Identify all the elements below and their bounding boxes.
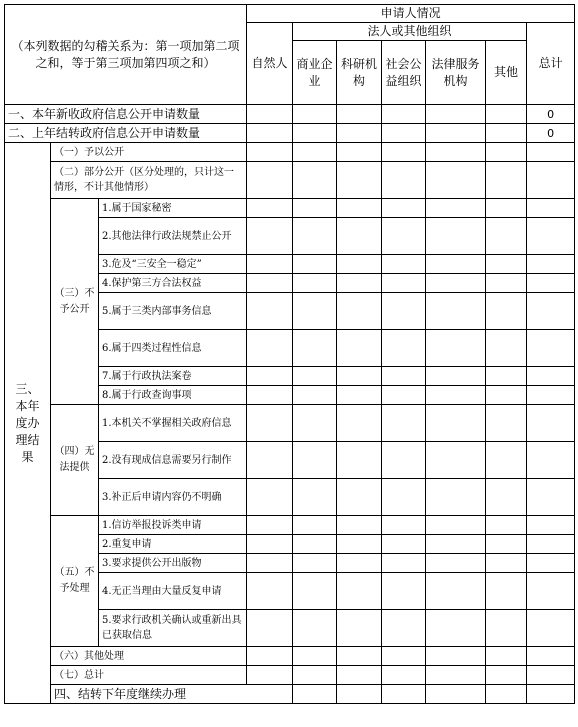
value-cell: [486, 554, 527, 573]
value-cell: [527, 554, 575, 573]
value-cell: [293, 573, 337, 610]
not-public-item: 7.属于行政执法案卷: [99, 367, 247, 386]
value-cell: [426, 535, 486, 554]
header-applicant: 申请人情况: [247, 5, 575, 23]
header-legal-service: 法律服务机构: [426, 41, 486, 105]
header-social-welfare: 社会公益组织: [382, 41, 426, 105]
value-cell: [337, 367, 382, 386]
value-cell: [382, 255, 426, 274]
unable-item: 1.本机关不掌握相关政府信息: [99, 405, 247, 442]
value-cell: [382, 647, 426, 666]
value-cell: [382, 367, 426, 386]
row-carried-over-total: 0: [527, 124, 575, 143]
value-cell: [426, 199, 486, 218]
value-cell: [247, 162, 293, 199]
value-cell: [337, 105, 382, 124]
value-cell: [337, 330, 382, 367]
value-cell: [247, 105, 293, 124]
value-cell: [486, 255, 527, 274]
value-cell: [382, 218, 426, 255]
value-cell: [486, 124, 527, 143]
value-cell: [337, 218, 382, 255]
row-public-label: （一）予以公开: [51, 143, 247, 162]
value-cell: [247, 405, 293, 442]
value-cell: [337, 535, 382, 554]
header-natural-person: 自然人: [247, 23, 293, 105]
value-cell: [426, 554, 486, 573]
row-not-public-label: （三）不予公开: [51, 199, 99, 405]
value-cell: [293, 255, 337, 274]
value-cell: [293, 442, 337, 479]
value-cell: [527, 218, 575, 255]
not-handled-item: 3.要求提供公开出版物: [99, 554, 247, 573]
value-cell: [426, 685, 486, 704]
value-cell: [247, 367, 293, 386]
value-cell: [247, 554, 293, 573]
value-cell: [527, 666, 575, 685]
value-cell: [527, 405, 575, 442]
value-cell: [527, 143, 575, 162]
value-cell: [486, 162, 527, 199]
value-cell: [337, 647, 382, 666]
value-cell: [293, 479, 337, 516]
value-cell: [293, 685, 337, 704]
value-cell: [337, 479, 382, 516]
value-cell: [247, 386, 293, 405]
value-cell: [486, 218, 527, 255]
value-cell: [247, 293, 293, 330]
not-public-item: 4.保护第三方合法权益: [99, 274, 247, 293]
row-subtotal-label: （七）总计: [51, 666, 247, 685]
value-cell: [527, 516, 575, 535]
row-new-requests-label: 一、本年新收政府信息公开申请数量: [5, 105, 247, 124]
value-cell: [293, 330, 337, 367]
value-cell: [426, 610, 486, 647]
not-handled-item: 2.重复申请: [99, 535, 247, 554]
value-cell: [527, 573, 575, 610]
value-cell: [293, 666, 337, 685]
unable-item: 2.没有现成信息需要另行制作: [99, 442, 247, 479]
not-handled-item: 1.信访举报投诉类申请: [99, 516, 247, 535]
value-cell: [337, 386, 382, 405]
value-cell: [293, 105, 337, 124]
value-cell: [527, 685, 575, 704]
header-note: （本列数据的勾稽关系为：第一项加第二项之和，等于第三项加第四项之和）: [5, 5, 247, 105]
value-cell: [337, 199, 382, 218]
not-public-item: 5.属于三类内部事务信息: [99, 293, 247, 330]
value-cell: [337, 685, 382, 704]
value-cell: [293, 647, 337, 666]
value-cell: [293, 516, 337, 535]
value-cell: [382, 479, 426, 516]
value-cell: [337, 516, 382, 535]
value-cell: [426, 218, 486, 255]
value-cell: [337, 610, 382, 647]
value-cell: [247, 330, 293, 367]
value-cell: [337, 442, 382, 479]
value-cell: [426, 274, 486, 293]
value-cell: [382, 535, 426, 554]
value-cell: [426, 124, 486, 143]
value-cell: [382, 573, 426, 610]
value-cell: [486, 330, 527, 367]
value-cell: [337, 573, 382, 610]
value-cell: [247, 535, 293, 554]
value-cell: [382, 293, 426, 330]
value-cell: [293, 367, 337, 386]
value-cell: [382, 554, 426, 573]
value-cell: [426, 442, 486, 479]
value-cell: [382, 516, 426, 535]
row-carry-forward-label: 四、结转下年度继续办理: [51, 685, 293, 704]
value-cell: [527, 330, 575, 367]
value-cell: [382, 274, 426, 293]
value-cell: [382, 442, 426, 479]
value-cell: [426, 105, 486, 124]
value-cell: [486, 386, 527, 405]
value-cell: [426, 573, 486, 610]
value-cell: [247, 199, 293, 218]
not-handled-item: 5.要求行政机关确认或重新出具已获取信息: [99, 610, 247, 647]
value-cell: [486, 479, 527, 516]
header-commercial: 商业企业: [293, 41, 337, 105]
value-cell: [382, 610, 426, 647]
value-cell: [527, 274, 575, 293]
value-cell: [247, 610, 293, 647]
value-cell: [293, 610, 337, 647]
value-cell: [247, 442, 293, 479]
not-public-item: 3.危及“三安全一稳定”: [99, 255, 247, 274]
value-cell: [382, 386, 426, 405]
value-cell: [293, 386, 337, 405]
value-cell: [293, 405, 337, 442]
value-cell: [527, 293, 575, 330]
not-public-item: 2.其他法律行政法规禁止公开: [99, 218, 247, 255]
value-cell: [426, 386, 486, 405]
value-cell: [486, 293, 527, 330]
value-cell: [293, 535, 337, 554]
value-cell: [527, 199, 575, 218]
value-cell: [293, 143, 337, 162]
value-cell: [337, 162, 382, 199]
value-cell: [426, 516, 486, 535]
value-cell: [337, 274, 382, 293]
government-info-disclosure-table: [4, 4, 575, 704]
value-cell: [527, 162, 575, 199]
value-cell: [486, 516, 527, 535]
unable-item: 3.补正后申请内容仍不明确: [99, 479, 247, 516]
value-cell: [527, 386, 575, 405]
value-cell: [337, 293, 382, 330]
value-cell: [527, 442, 575, 479]
value-cell: [382, 105, 426, 124]
value-cell: [337, 554, 382, 573]
value-cell: [247, 124, 293, 143]
value-cell: [247, 218, 293, 255]
value-cell: [293, 199, 337, 218]
value-cell: [486, 199, 527, 218]
value-cell: [527, 535, 575, 554]
value-cell: [486, 685, 527, 704]
not-public-item: 8.属于行政查询事项: [99, 386, 247, 405]
not-handled-item: 4.无正当理由大量反复申请: [99, 573, 247, 610]
value-cell: [527, 610, 575, 647]
value-cell: [382, 143, 426, 162]
value-cell: [426, 143, 486, 162]
value-cell: [486, 666, 527, 685]
row-other-handling-label: （六）其他处理: [51, 647, 247, 666]
value-cell: [382, 330, 426, 367]
header-research: 科研机构: [337, 41, 382, 105]
value-cell: [293, 162, 337, 199]
not-public-item: 6.属于四类过程性信息: [99, 330, 247, 367]
value-cell: [337, 405, 382, 442]
value-cell: [382, 666, 426, 685]
value-cell: [486, 647, 527, 666]
value-cell: [527, 647, 575, 666]
value-cell: [337, 255, 382, 274]
value-cell: [486, 610, 527, 647]
value-cell: [293, 274, 337, 293]
value-cell: [247, 647, 293, 666]
row-carried-over-label: 二、上年结转政府信息公开申请数量: [5, 124, 247, 143]
value-cell: [426, 162, 486, 199]
value-cell: [247, 479, 293, 516]
value-cell: [486, 405, 527, 442]
value-cell: [426, 330, 486, 367]
value-cell: [293, 293, 337, 330]
value-cell: [486, 573, 527, 610]
value-cell: [382, 405, 426, 442]
value-cell: [426, 666, 486, 685]
value-cell: [293, 554, 337, 573]
header-legal-entity: 法人或其他组织: [293, 23, 527, 41]
row-partial-label: （二）部分公开（区分处理的，只计这一情形，不计其他情形）: [51, 162, 247, 199]
value-cell: [486, 274, 527, 293]
row-handled-label: 三、本年度办理结果: [5, 143, 51, 704]
value-cell: [382, 124, 426, 143]
value-cell: [337, 143, 382, 162]
value-cell: [486, 367, 527, 386]
value-cell: [247, 274, 293, 293]
value-cell: [247, 573, 293, 610]
value-cell: [382, 685, 426, 704]
value-cell: [486, 143, 527, 162]
value-cell: [486, 105, 527, 124]
value-cell: [247, 255, 293, 274]
value-cell: [293, 124, 337, 143]
value-cell: [247, 143, 293, 162]
value-cell: [337, 666, 382, 685]
value-cell: [426, 367, 486, 386]
value-cell: [247, 666, 293, 685]
row-new-requests-total: 0: [527, 105, 575, 124]
value-cell: [527, 479, 575, 516]
row-not-handled-label: （五）不予处理: [51, 516, 99, 647]
value-cell: [486, 442, 527, 479]
value-cell: [426, 293, 486, 330]
value-cell: [293, 218, 337, 255]
value-cell: [426, 479, 486, 516]
row-unable-label: （四）无法提供: [51, 405, 99, 516]
value-cell: [382, 162, 426, 199]
not-public-item: 1.属于国家秘密: [99, 199, 247, 218]
value-cell: [337, 124, 382, 143]
header-other: 其他: [486, 41, 527, 105]
value-cell: [426, 255, 486, 274]
value-cell: [382, 199, 426, 218]
value-cell: [247, 516, 293, 535]
value-cell: [426, 647, 486, 666]
value-cell: [527, 255, 575, 274]
value-cell: [486, 535, 527, 554]
value-cell: [527, 367, 575, 386]
value-cell: [426, 405, 486, 442]
header-total: 总计: [527, 23, 575, 105]
